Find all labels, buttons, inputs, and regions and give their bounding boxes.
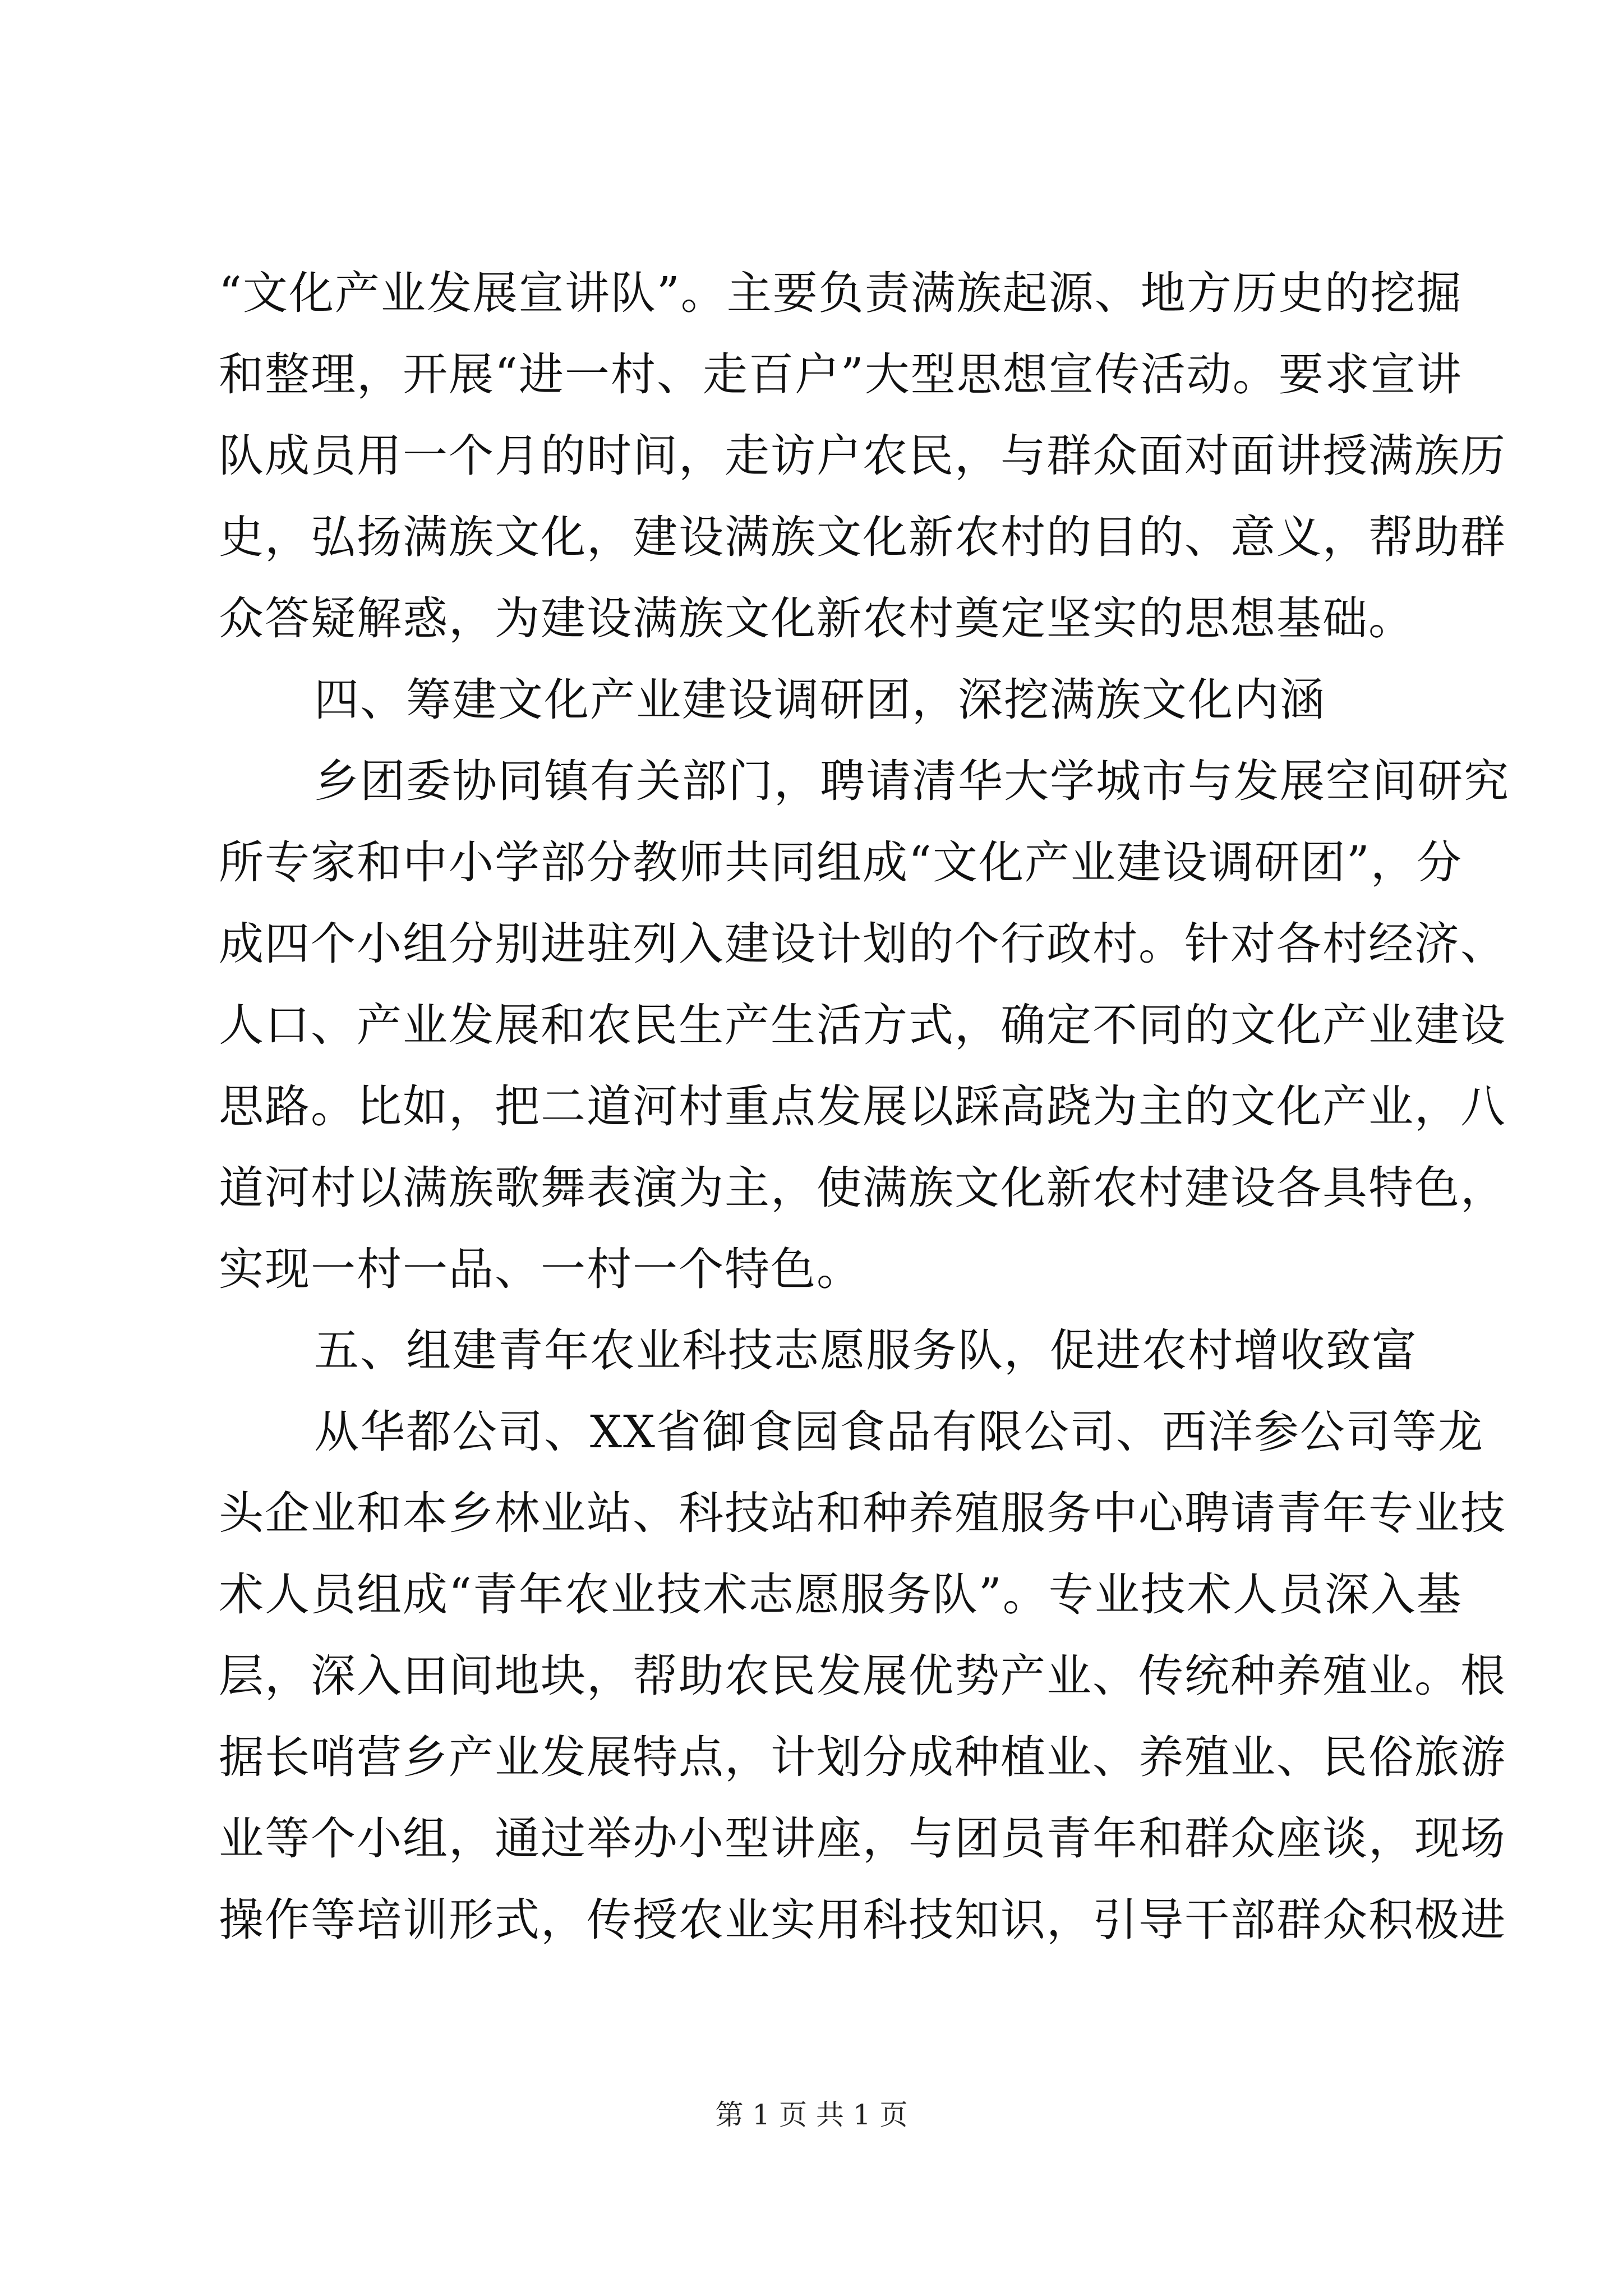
text-line: 队成员用一个月的时间，走访户农民，与群众面对面讲授满族历 bbox=[219, 430, 1506, 482]
text-line: 据长哨营乡产业发展特点，计划分成种植业、养殖业、民俗旅游 bbox=[219, 1731, 1506, 1783]
text-line: 业等个小组，通过举办小型讲座，与团员青年和群众座谈，现场 bbox=[219, 1812, 1506, 1865]
text-line: 人口、产业发展和农民生产生活方式，确定不同的文化产业建设 bbox=[219, 999, 1506, 1051]
text-line: 实现一村一品、一村一个特色。 bbox=[219, 1243, 863, 1295]
text-line: 众答疑解惑，为建设满族文化新农村奠定坚实的思想基础。 bbox=[219, 592, 1414, 645]
text-line: 术人员组成“青年农业技术志愿服务队”。专业技术人员深入基 bbox=[219, 1568, 1463, 1621]
text-line: 乡团委协同镇有关部门，聘请清华大学城市与发展空间研究 bbox=[314, 755, 1510, 807]
text-line: 思路。比如，把二道河村重点发展以踩高跷为主的文化产业，八 bbox=[219, 1080, 1506, 1133]
text-line: 头企业和本乡林业站、科技站和种养殖服务中心聘请青年专业技 bbox=[219, 1487, 1506, 1539]
text-line: 史，弘扬满族文化，建设满族文化新农村的目的、意义，帮助群 bbox=[219, 511, 1506, 563]
text-line: “文化产业发展宣讲队”。主要负责满族起源、地方历史的挖掘 bbox=[219, 267, 1463, 319]
page-number-footer: 第 1 页 共 1 页 bbox=[715, 2099, 908, 2131]
text-line: 从华都公司、XX省御食园食品有限公司、西洋参公司等龙 bbox=[314, 1406, 1484, 1458]
text-line: 所专家和中小学部分教师共同组成“文化产业建设调研团”，分 bbox=[219, 836, 1463, 889]
text-line: 层，深入田间地块，帮助农民发展优势产业、传统种养殖业。根 bbox=[219, 1650, 1506, 1702]
text-line: 道河村以满族歌舞表演为主，使满族文化新农村建设各具特色， bbox=[219, 1162, 1506, 1214]
text-line: 成四个小组分别进驻列入建设计划的个行政村。针对各村经济、 bbox=[219, 918, 1506, 970]
text-line: 操作等培训形式，传授农业实用科技知识，引导干部群众积极进 bbox=[219, 1894, 1506, 1946]
section-heading: 四、筹建文化产业建设调研团，深挖满族文化内涵 bbox=[314, 674, 1326, 726]
document-body bbox=[219, 252, 1510, 1961]
section-heading: 五、组建青年农业科技志愿服务队，促进农村增收致富 bbox=[314, 1324, 1418, 1377]
text-line: 和整理，开展“进一村、走百户”大型思想宣传活动。要求宣讲 bbox=[219, 348, 1463, 401]
